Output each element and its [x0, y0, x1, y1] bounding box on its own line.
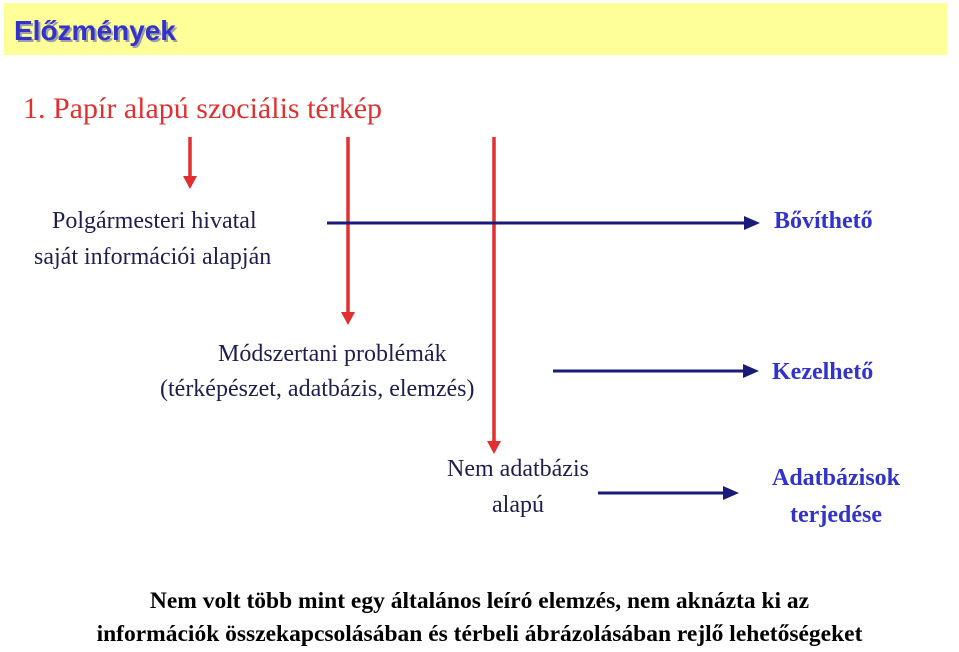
red-arrow-2-head — [341, 312, 355, 325]
row1-left-line1: Polgármesteri hivatal — [52, 208, 257, 234]
red-arrow-3-head — [487, 441, 501, 454]
row2-right: Kezelhető — [772, 359, 874, 385]
conclusion-line2: információk összekapcsolásában és térbeli ábrázolásában rejlő lehetőségeket — [96, 621, 863, 647]
row1-left-line2: saját információi alapján — [34, 244, 272, 270]
row3-right-line2: terjedése — [790, 502, 882, 528]
row3-left-line1: Nem adatbázis — [447, 456, 589, 482]
row2-left-line1: Módszertani problémák — [218, 341, 447, 367]
blue-arrow-1-head — [744, 216, 760, 230]
conclusion-line1: Nem volt több mint egy általános leíró elemzés, nem aknázta ki az — [149, 588, 810, 614]
row1-right: Bővíthető — [774, 208, 873, 234]
slide-title: Előzmények — [14, 15, 176, 46]
red-arrow-1-head — [183, 176, 197, 189]
row3-right-line1: Adatbázisok — [771, 465, 901, 491]
row3-left-line2: alapú — [492, 492, 544, 518]
row2-left-line2: (térképészet, adatbázis, elemzés) — [160, 376, 475, 402]
blue-arrow-3-head — [723, 486, 739, 500]
subtitle: 1. Papír alapú szociális térkép — [23, 92, 383, 125]
blue-arrow-2-head — [743, 364, 759, 378]
